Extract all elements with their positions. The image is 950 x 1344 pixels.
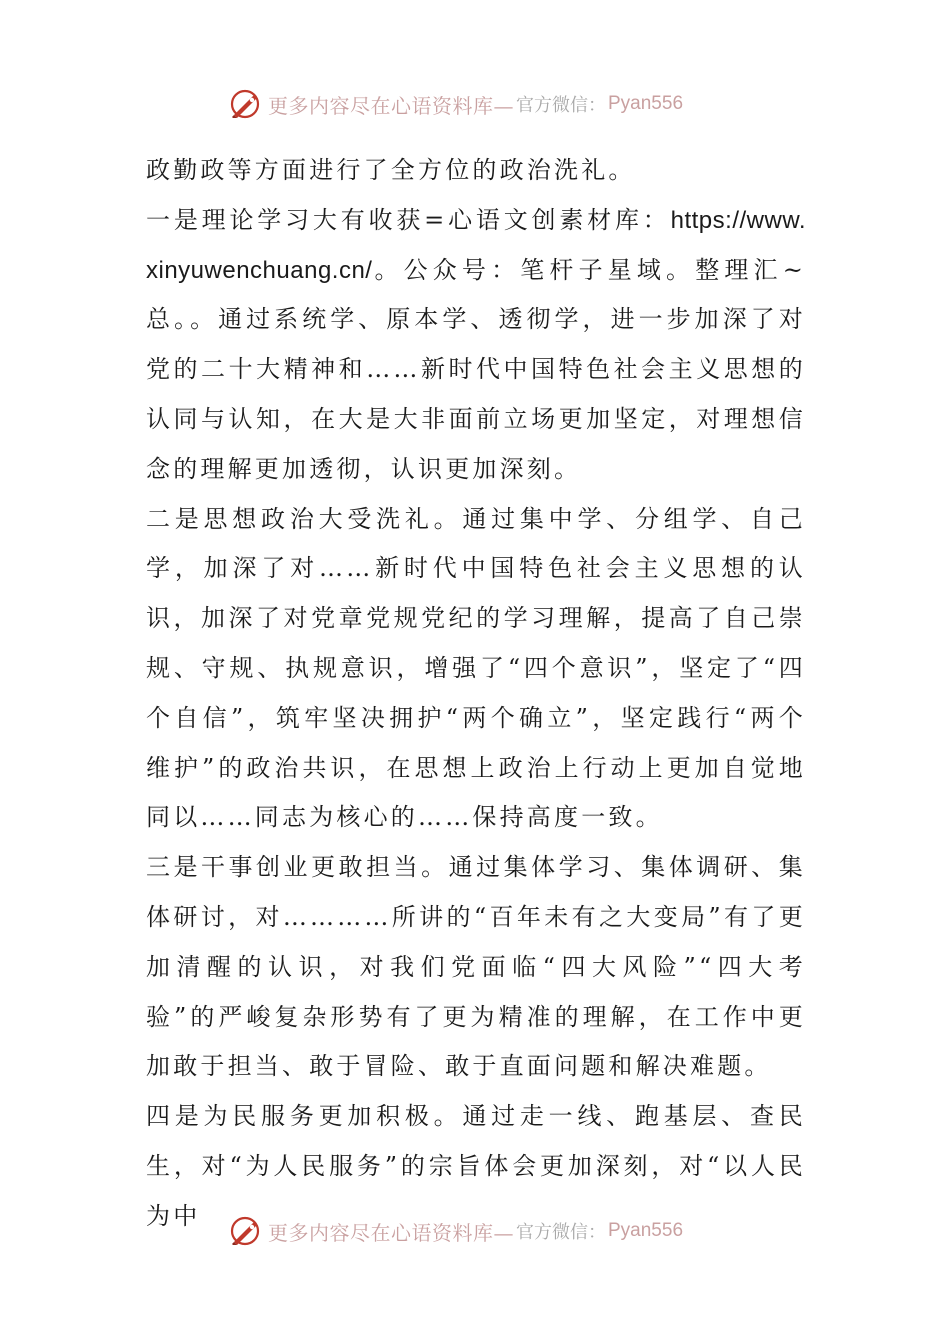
paragraph-lead: 一是理论学习大有收获=心语文创素材库：	[146, 205, 671, 234]
paragraph-rest: 。公众号：笔杆子星域。整理汇~总。。通过系统学、原本学、透彻学，进一步加深了对党的二十大精神和……新时代中国特色社会主义思想的认同与认知，在大是大非面前立场更加坚定，对理想信念的理解更加透彻，认识更加深刻。	[146, 255, 806, 483]
body-text	[146, 146, 806, 1242]
header-banner-text: 更多内容尽在心语资料库—	[268, 93, 514, 118]
website-link[interactable]: https://www.xinyuwenchuang.cn/	[146, 206, 806, 284]
footer-banner	[228, 1211, 748, 1251]
footer-banner-text: 更多内容尽在心语资料库—	[268, 1220, 514, 1245]
pen-logo-icon	[228, 87, 262, 121]
footer-wechat-label: 官方微信：	[516, 1222, 606, 1243]
paragraph-continuation: 政勤政等方面进行了全方位的政治洗礼。	[146, 156, 636, 184]
paragraph-theory-study	[146, 196, 806, 495]
pen-logo-icon	[228, 1214, 262, 1248]
paragraph-serve-people: 四是为民服务更加积极。通过走一线、跑基层、查民生，对“为人民服务”的宗旨体会更加深刻，对“以人民为中	[146, 1102, 806, 1230]
paragraph-ideology: 二是思想政治大受洗礼。通过集中学、分组学、自己学，加深了对……新时代中国特色社会主义思想的认识，加深了对党章党规党纪的学习理解，提高了自己崇规、守规、执规意识，增强了“四个意识”，坚定了“四个自信”，筑牢坚决拥护“两个确立”，坚定践行“两个维护”的政治共识，在思想上政治上行动上更加自觉地同以……同志为核心的……保持高度一致。	[146, 504, 806, 832]
header-wechat-id: Pyan556	[608, 93, 684, 114]
footer-wechat-id: Pyan556	[608, 1220, 684, 1241]
header-banner	[228, 84, 748, 124]
paragraph-responsibility: 三是干事创业更敢担当。通过集体学习、集体调研、集体研讨，对…………所讲的“百年未有之大变局”有了更加清醒的认识，对我们党面临“四大风险”“四大考验”的严峻复杂形势有了更为精准的理解，在工作中更加敢于担当、敢于冒险、敢于直面问题和解决难题。	[146, 853, 806, 1081]
header-wechat-label: 官方微信：	[516, 95, 606, 116]
